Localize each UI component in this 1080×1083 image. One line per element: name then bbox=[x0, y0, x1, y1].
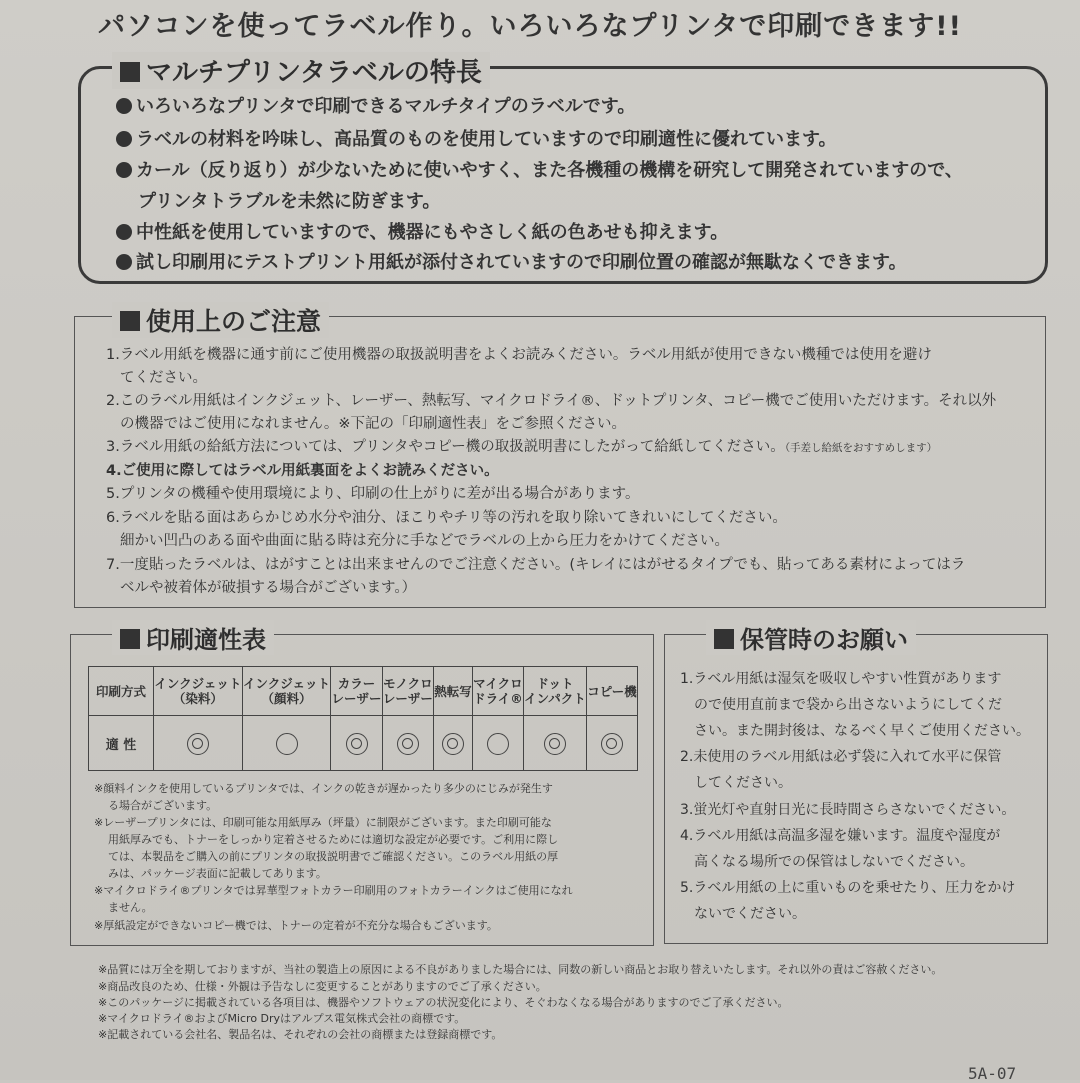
rating-mark bbox=[487, 733, 509, 755]
rating-cell bbox=[472, 716, 523, 771]
storage-item: 5.ラベル用紙の上に重いものを乗せたり、圧力をかけ bbox=[680, 880, 1016, 896]
table-note-continued: ません。 bbox=[108, 901, 153, 914]
table-row-label: 適 性 bbox=[89, 716, 154, 771]
storage-item-continued: ないでください。 bbox=[694, 906, 806, 922]
rating-mark bbox=[187, 733, 209, 755]
note-item: 5.プリンタの機種や使用環境により、印刷の仕上がりに差が出る場合があります。 bbox=[106, 486, 640, 502]
table-note: ※厚紙設定ができないコピー機では、トナーの定着が不充分な場合もございます。 bbox=[94, 919, 498, 932]
table-row bbox=[89, 716, 638, 771]
footer-note: ※品質には万全を期しておりますが、当社の製造上の原因による不良がありました場合には、同数の新しい商品とお取り替えいたします。それ以外の責はご容赦ください。 bbox=[98, 963, 943, 976]
rating-mark bbox=[397, 733, 419, 755]
table-note-continued: 用紙厚みでも、トナーをしっかり定着させるためには適切な設定が必要です。ご利用に際し bbox=[108, 833, 559, 846]
table-note: ※レーザープリンタには、印刷可能な用紙厚み（坪量）に制限がございます。また印刷可能な bbox=[94, 816, 552, 829]
note-item: 3.ラベル用紙の給紙方法については、プリンタやコピー機の取扱説明書にしたがって給紙してください。（手差し給紙をおすすめします） bbox=[106, 439, 938, 455]
feature-item: 試し印刷用にテストプリント用紙が添付されていますので印刷位置の確認が無駄なくできます。 bbox=[116, 248, 907, 274]
headline: パソコンを使ってラベル作り。いろいろなプリンタで印刷できます!! bbox=[98, 11, 962, 42]
storage-item: 2.未使用のラベル用紙は必ず袋に入れて水平に保管 bbox=[680, 749, 1002, 765]
square-bullet-icon bbox=[714, 629, 734, 649]
print-suitability-table bbox=[88, 666, 638, 771]
note-item-continued: ベルや被着体が破損する場合がございます。） bbox=[120, 580, 417, 596]
note-item: 6.ラベルを貼る面はあらかじめ水分や油分、ほこりやチリ等の汚れを取り除いてきれいにしてください。 bbox=[106, 510, 787, 526]
footer-note: ※このパッケージに掲載されている各項目は、機器やソフトウェアの状況変化により、そぐわなくなる場合がありますのでご了承ください。 bbox=[98, 996, 789, 1009]
rating-cell bbox=[382, 716, 433, 771]
rating-mark bbox=[544, 733, 566, 755]
features-title: マルチプリンタラベルの特長 bbox=[112, 52, 490, 89]
note-item: 2.このラベル用紙はインクジェット、レーザー、熱転写、マイクロドライ®、ドットプリンタ、コピー機でご使用いただけます。それ以外 bbox=[106, 393, 997, 409]
table-header-row bbox=[89, 667, 638, 716]
note-item-continued: 細かい凹凸のある面や曲面に貼る時は充分に手などでラベルの上から圧力をかけてください。 bbox=[120, 533, 729, 549]
footer-note: ※マイクロドライ®およびMicro Dryはアルプス電気株式会社の商標です。 bbox=[98, 1012, 466, 1025]
feature-item: いろいろなプリンタで印刷できるマルチタイプのラベルです。 bbox=[116, 92, 635, 118]
footer-note: ※商品改良のため、仕様・外観は予告なしに変更することがありますのでご了承ください。 bbox=[98, 980, 547, 993]
bullet-icon bbox=[116, 254, 132, 270]
table-column-header: ドット インパクト bbox=[523, 667, 586, 716]
square-bullet-icon bbox=[120, 311, 140, 331]
storage-item-continued: 高くなる場所での保管はしないでください。 bbox=[694, 854, 974, 870]
storage-title: 保管時のお願い bbox=[706, 620, 916, 655]
table-column-header: モノクロ レーザー bbox=[382, 667, 433, 716]
note-item-continued: てください。 bbox=[120, 370, 207, 386]
rating-mark bbox=[601, 733, 623, 755]
rating-cell bbox=[434, 716, 473, 771]
table-column-header: コピー機 bbox=[587, 667, 638, 716]
table-row-header: 印刷方式 bbox=[89, 667, 154, 716]
note-item: 1.ラベル用紙を機器に通す前にご使用機器の取扱説明書をよくお読みください。ラベル用紙が使用できない機種では使用を避け bbox=[106, 347, 932, 363]
rating-cell bbox=[587, 716, 638, 771]
note-item: 4.ご使用に際してはラベル用紙裏面をよくお読みください。 bbox=[106, 463, 499, 479]
table-column-header: マイクロ ドライ® bbox=[472, 667, 523, 716]
storage-item-continued: してください。 bbox=[694, 775, 792, 791]
print-suitability-title: 印刷適性表 bbox=[112, 620, 274, 655]
note-item-continued: の機器ではご使用になれません。※下記の「印刷適性表」をご参照ください。 bbox=[120, 416, 627, 432]
table-note-continued: ては、本製品をご購入の前にプリンタの取扱説明書でご確認ください。このラベル用紙の厚 bbox=[108, 850, 559, 863]
table-note-continued: みは、パッケージ表面に記載してあります。 bbox=[108, 867, 327, 880]
rating-mark bbox=[346, 733, 368, 755]
table-note-continued: る場合がございます。 bbox=[108, 799, 218, 812]
feature-item-continued: プリンタトラブルを未然に防ぎます。 bbox=[138, 191, 441, 212]
storage-item-continued: さい。また開封後は、なるべく早くご使用ください。 bbox=[694, 723, 1030, 739]
bullet-icon bbox=[116, 224, 132, 240]
bullet-icon bbox=[116, 131, 132, 147]
storage-item: 4.ラベル用紙は高温多湿を嫌います。温度や湿度が bbox=[680, 828, 1001, 844]
rating-cell bbox=[331, 716, 382, 771]
storage-item-continued: ので使用直前まで袋から出さないようにしてくだ bbox=[694, 697, 1002, 713]
rating-cell bbox=[242, 716, 331, 771]
bullet-icon bbox=[116, 98, 132, 114]
square-bullet-icon bbox=[120, 62, 140, 82]
table-column-header: 熱転写 bbox=[434, 667, 473, 716]
table-note: ※顔料インクを使用しているプリンタでは、インクの乾きが遅かったり多少のにじみが発生す bbox=[94, 782, 553, 795]
table-note: ※マイクロドライ®プリンタでは昇華型フォトカラー印刷用のフォトカラーインクはご使用になれ bbox=[94, 884, 573, 897]
storage-item: 1.ラベル用紙は湿気を吸収しやすい性質があります bbox=[680, 671, 1002, 687]
rating-mark bbox=[442, 733, 464, 755]
product-code: 5A-07 bbox=[968, 1064, 1017, 1083]
table-column-header: インクジェット （染料） bbox=[154, 667, 243, 716]
footer-note: ※記載されている会社名、製品名は、それぞれの会社の商標または登録商標です。 bbox=[98, 1028, 503, 1041]
rating-cell bbox=[154, 716, 243, 771]
square-bullet-icon bbox=[120, 629, 140, 649]
table-column-header: カラー レーザー bbox=[331, 667, 382, 716]
table-column-header: インクジェット （顔料） bbox=[242, 667, 331, 716]
rating-cell bbox=[523, 716, 586, 771]
storage-item: 3.蛍光灯や直射日光に長時間さらさないでください。 bbox=[680, 802, 1016, 818]
bullet-icon bbox=[116, 162, 132, 178]
feature-item: 中性紙を使用していますので、機器にもやさしく紙の色あせも抑えます。 bbox=[116, 218, 728, 244]
feature-item: ラベルの材料を吟味し、高品質のものを使用していますので印刷適性に優れています。 bbox=[116, 125, 837, 151]
usage-notes-title: 使用上のご注意 bbox=[112, 302, 329, 338]
feature-item: カール（反り返り）が少ないために使いやすく、また各機種の機構を研究して開発されていますので、 bbox=[116, 156, 963, 182]
rating-mark bbox=[276, 733, 298, 755]
note-item: 7.一度貼ったラベルは、はがすことは出来ませんのでご注意ください。(キレイにはがせるタイプでも、貼ってある素材によってはラ bbox=[106, 557, 966, 573]
